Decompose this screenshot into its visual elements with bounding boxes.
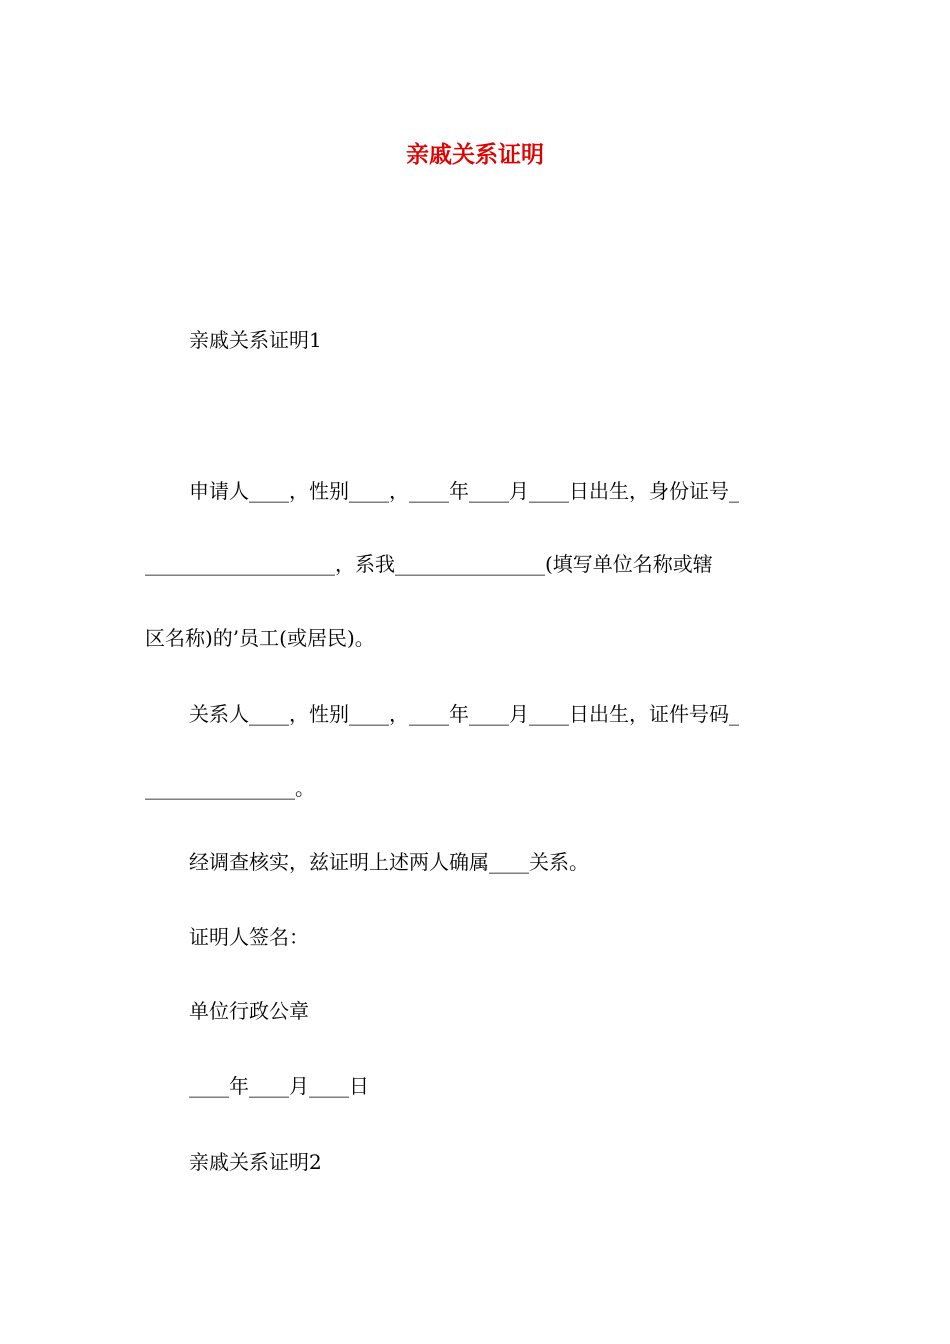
- section-heading-1: 亲戚关系证明1: [189, 328, 322, 352]
- applicant-line-end: 区名称)的’员工(或居民)。: [145, 626, 375, 650]
- official-seal-line: 单位行政公章: [189, 999, 309, 1023]
- verification-line: 经调查核实，兹证明上述两人确属____关系。: [189, 850, 589, 874]
- applicant-line: 申请人____，性别____，____年____月____日出生，身份证号_: [189, 479, 739, 503]
- date-line: ____年____月____日: [189, 1074, 369, 1098]
- witness-signature-line: 证明人签名：: [189, 925, 309, 949]
- relative-line-cont: _______________。: [145, 776, 315, 800]
- applicant-line-cont: ___________________，系我_______________(填写单位名称或辖: [145, 552, 713, 576]
- relative-line: 关系人____，性别____，____年____月____日出生，证件号码_: [189, 702, 739, 726]
- document-title: 亲戚关系证明: [406, 141, 544, 168]
- section-heading-2: 亲戚关系证明2: [189, 1150, 322, 1174]
